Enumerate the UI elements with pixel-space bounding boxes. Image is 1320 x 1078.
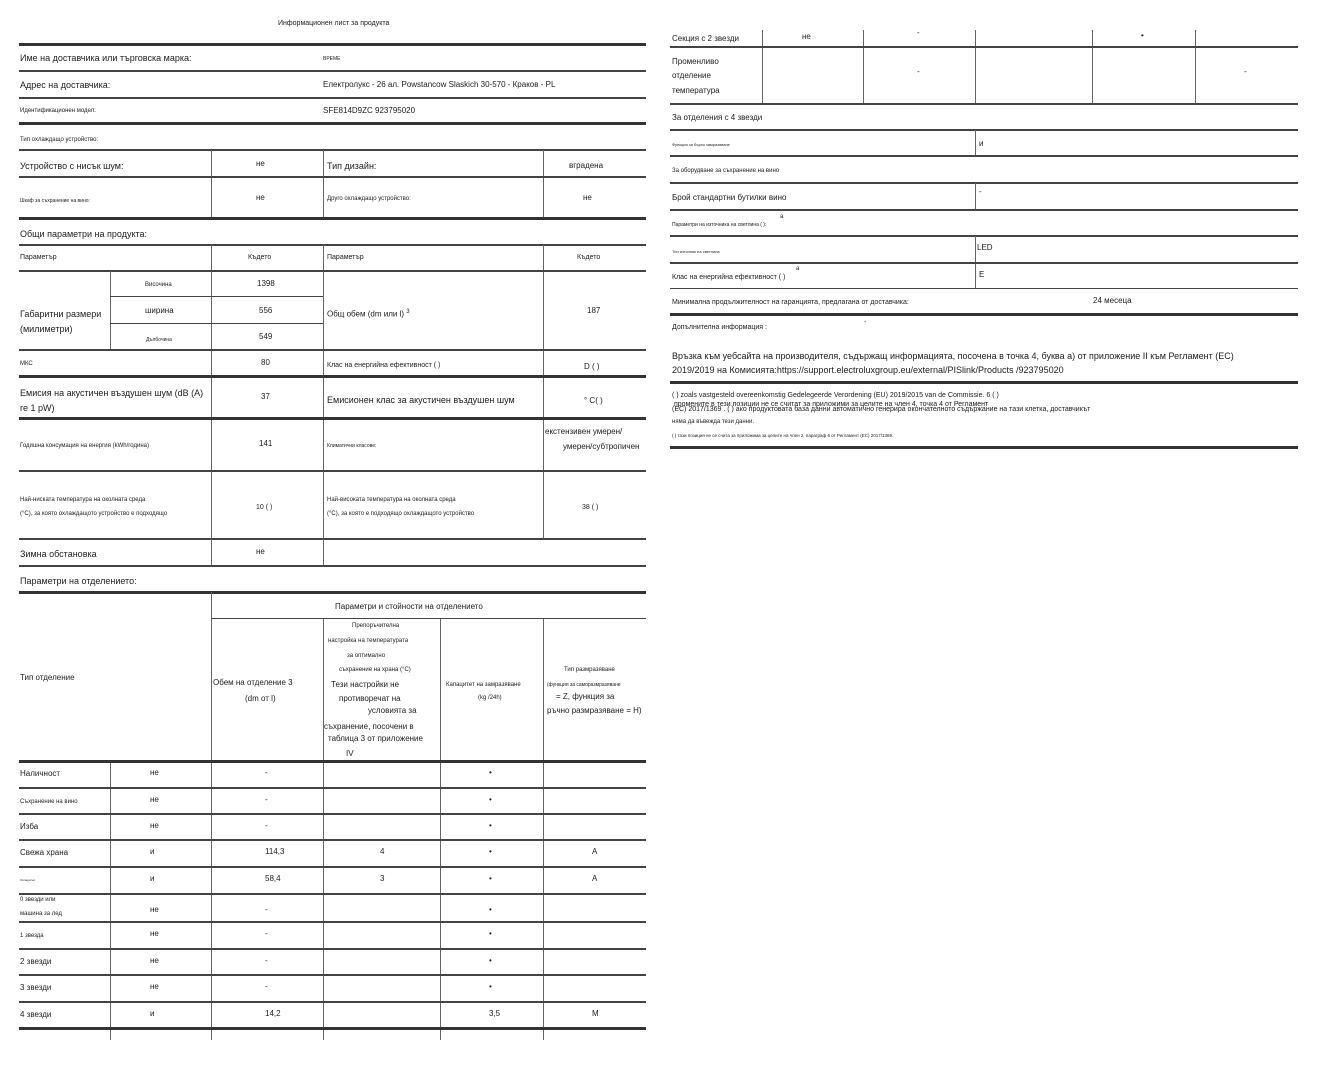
footnote-5: ( ) тази позиция не се счита за приложима за целите на член 2, параграф 6 от Регламент (ЕС) 2017/1369.	[672, 433, 894, 438]
noise-class-value: ° C( )	[584, 396, 603, 405]
compartment-freeze: •	[489, 847, 492, 856]
compartment-present: не	[150, 929, 159, 938]
other-appliance-value: не	[583, 193, 592, 202]
divider	[19, 893, 646, 895]
column-line	[762, 30, 763, 104]
manufacturer-link-line-2[interactable]: 2019/2019 на Комисията:https://support.electroluxgroup.eu/external/PISlink/Products /923795020	[672, 365, 1064, 375]
compartment-defrost: A	[592, 874, 598, 883]
compartment-present: не	[150, 795, 159, 804]
light-source-title: Параметри на източника на светлина ( ):	[672, 222, 767, 228]
divider	[670, 46, 1298, 48]
compartment-present: не	[150, 821, 159, 830]
volume-header-2: (dm от l)	[245, 694, 276, 703]
divider	[110, 296, 323, 297]
divider	[670, 381, 1298, 384]
total-volume-label: Общ обем (dm или l) $^3$	[327, 309, 410, 319]
column-line	[323, 539, 324, 566]
column-line	[543, 245, 544, 538]
variable-temp-defrost: -	[1244, 67, 1247, 76]
divider	[670, 129, 1298, 131]
compartment-defrost: M	[592, 1009, 599, 1018]
divider	[19, 591, 646, 594]
compartment-volume: -	[265, 956, 268, 965]
divider	[19, 1027, 646, 1030]
column-line	[110, 760, 111, 1040]
noise-class-label: Емисионен клас за акустичен въздушен шум	[327, 395, 515, 405]
min-temp-value: 10 ( )	[256, 504, 273, 511]
supplier-value: ВРЕМЕ	[323, 56, 341, 62]
temp-header-line: настройка на температурата	[328, 638, 409, 644]
max-temp-label-2: (°C), за която е подходящо охлаждащото устройство	[327, 511, 475, 517]
supplier-label: Име на доставчика или търговска марка:	[20, 53, 192, 63]
section-2star-present: не	[802, 32, 811, 41]
low-noise-label: Устройство с нисък шум:	[20, 161, 124, 171]
model-label: Идентификационен модел:	[20, 108, 96, 114]
fast-freeze-value: и	[979, 139, 984, 148]
compartment-freeze: •	[489, 982, 492, 991]
compartment-type-header: Тип отделение	[20, 673, 75, 682]
compartment-volume: -	[265, 905, 268, 914]
temp-header-line: Препоръчителна	[352, 623, 400, 629]
compartment-freeze: •	[489, 768, 492, 777]
compartment-params-title: Параметри на отделението:	[20, 576, 137, 586]
column-line	[975, 30, 976, 104]
column-line	[1195, 30, 1196, 104]
climate-value-2: умерен/субтропичен	[563, 442, 640, 451]
noise-value: 37	[261, 392, 270, 401]
divider	[670, 155, 1298, 157]
column-line	[211, 245, 212, 538]
temp-header-line: таблица 3 от приложение	[328, 734, 423, 743]
design-label: Тип дизайн:	[327, 161, 377, 171]
footnote-1: ( ) zoals vastgesteld overeenkomstig Gedelegeerde Verordening (EU) 2019/2015 van de Commissie. 6 ( )	[672, 392, 999, 399]
divider	[670, 313, 1298, 316]
temp-header-line: условията за	[368, 706, 417, 715]
divider	[19, 974, 646, 976]
column-line	[543, 150, 544, 218]
consumption-value: 141	[259, 439, 273, 448]
divider	[19, 349, 646, 351]
temp-header-line: Тези настройки не	[331, 680, 400, 689]
divider	[670, 262, 1298, 264]
temp-header-line: противоречат на	[339, 694, 401, 703]
compartment-defrost: A	[592, 847, 598, 856]
compartment-group-header: Параметри и стойности на отделението	[335, 602, 483, 611]
width-value: 556	[259, 306, 273, 315]
compartment-freeze: •	[489, 929, 492, 938]
compartment-name: Съхранение на вино	[20, 799, 78, 805]
column-line	[975, 183, 976, 209]
column-line	[211, 150, 212, 218]
compartment-name: Свежа храна	[20, 848, 69, 857]
winter-label: Зимна обстановка	[20, 549, 97, 559]
defrost-header-line: = Z, функция за	[556, 692, 615, 701]
defrost-header-line: ръчно размразяване = H)	[547, 706, 642, 715]
wine-bottles-label: Брой стандартни бутилки вино	[672, 193, 787, 202]
volume-header-1: Обем на отделение 3	[213, 678, 293, 687]
compartment-freeze: •	[489, 795, 492, 804]
variable-temp-volume: -	[917, 67, 920, 76]
column-line	[1092, 30, 1093, 104]
noise-label: Емисия на акустичен въздушен шум (dB (A) re 1 pW)	[20, 388, 204, 413]
energy-class-label: Клас на енергийна ефективност ( )	[327, 362, 441, 369]
compartment-volume: -	[265, 929, 268, 938]
four-star-title: За отделения с 4 звезди	[672, 113, 763, 122]
compartment-name: 1 звезда	[20, 933, 44, 939]
divider	[19, 70, 646, 72]
depth-value: 549	[259, 332, 273, 341]
divider	[19, 948, 646, 950]
total-volume-value: 187	[587, 306, 601, 315]
light-class-label: Клас на енергийна ефективност ( )	[672, 274, 786, 281]
light-type-label: Тип източник на светлина	[672, 249, 720, 254]
compartment-name: Охладител	[20, 878, 36, 882]
compartment-volume: -	[265, 795, 268, 804]
divider	[670, 446, 1298, 449]
divider	[19, 97, 646, 99]
divider	[670, 288, 1298, 289]
compartment-volume: -	[265, 768, 268, 777]
divider	[19, 839, 646, 841]
compartment-name: 3 звезди	[20, 983, 52, 992]
divider	[19, 176, 646, 178]
defrost-header-line: Тип размразяване	[564, 667, 615, 673]
column-line	[543, 619, 544, 1040]
footnote-4: няма да въвежда тези данни.	[672, 419, 754, 425]
divider	[19, 866, 646, 868]
compartment-name: Изба	[20, 822, 39, 831]
warranty-value: 24 месеца	[1093, 296, 1132, 305]
freeze-header-1: Капацитет на замразяване	[446, 682, 521, 688]
compartment-temp: 3	[380, 874, 385, 883]
footnote-3: (ЕС) 2017/1369 . ( ) ако продуктовата база данни автоматично генерира окончателното съдържание на тази клетка, доставчикът	[672, 406, 1091, 413]
address-label: Адрес на доставчика:	[20, 80, 111, 90]
light-type-value: LED	[977, 243, 993, 252]
column-line	[323, 619, 324, 1040]
compartment-name: 2 звезди	[20, 957, 52, 966]
column-line	[975, 130, 976, 156]
fast-freeze-label: Функция за бързо замразяване	[672, 142, 730, 147]
section-2star-name: Секция с 2 звезди	[672, 34, 739, 43]
freeze-header-2: (kg /24h)	[478, 695, 502, 701]
energy-class-value: D ( )	[584, 362, 600, 371]
min-temp-label-2: (°C), за която охлаждащото устройство е подходящо	[20, 511, 168, 517]
divider	[19, 122, 646, 125]
compartment-present: не	[150, 905, 159, 914]
document-title: Информационен лист за продукта	[278, 20, 390, 27]
divider	[19, 538, 646, 540]
wine-cabinet-value: не	[256, 193, 265, 202]
wine-cabinet-label: Шкаф за съхранение на вино:	[20, 198, 90, 204]
compartment-name: 4 звезди	[20, 1010, 52, 1019]
additional-info-label: Допълнителна информация :	[672, 324, 767, 331]
divider	[19, 565, 646, 567]
compartment-name: машина за лед	[20, 911, 62, 917]
additional-info-value: -	[864, 319, 867, 326]
light-class-sup: a	[796, 266, 800, 272]
column-line	[323, 245, 324, 538]
divider	[110, 323, 323, 324]
section-2star-volume: -	[917, 28, 920, 37]
column-line	[211, 539, 212, 566]
divider	[19, 760, 646, 763]
header-value-2: Където	[577, 254, 601, 261]
compartment-present: не	[150, 768, 159, 777]
light-class-value: E	[979, 270, 985, 279]
temp-header-line: IV	[346, 749, 354, 758]
compartment-freeze: •	[489, 874, 492, 883]
column-line	[440, 619, 441, 1040]
divider	[19, 417, 646, 420]
compartment-volume: 114,3	[265, 847, 285, 856]
header-value: Където	[248, 254, 272, 261]
temp-header-line: за оптимално	[347, 653, 386, 659]
compartment-freeze: •	[489, 956, 492, 965]
model-value: SFE814D9ZC 923795020	[323, 106, 416, 115]
temp-header-line: съхранение, посочени в	[324, 722, 414, 731]
max-temp-label-1: Най-високата температура на околната среда	[327, 497, 456, 503]
light-title-sup: a	[780, 214, 784, 220]
consumption-label: Годишна консумация на енергия (kWh/година)	[20, 443, 150, 449]
divider	[19, 149, 646, 151]
climate-label: Климатични класове:	[327, 443, 377, 449]
compartment-volume: -	[265, 982, 268, 991]
dimensions-label: Габаритни размери (милиметри)	[20, 309, 102, 334]
column-line	[323, 150, 324, 218]
divider	[19, 787, 646, 789]
other-appliance-label: Друго охлаждащо устройство:	[327, 196, 411, 202]
address-value: Електролукс - 26 ал. Powstancow Slaskich 30-570 - Краков - PL	[323, 80, 556, 89]
compartment-name: Наличност	[20, 769, 61, 778]
divider	[670, 209, 1298, 211]
divider	[670, 182, 1298, 184]
low-noise-value: не	[256, 159, 265, 168]
footnote-2: промените в тези позиции не се считат за приложими за целите на член 4, точка 4 от Регламент	[674, 401, 989, 408]
type-label: Тип охлаждащо устройство:	[20, 137, 99, 143]
design-value: вградена	[569, 161, 604, 170]
divider	[670, 235, 1298, 237]
divider	[19, 375, 646, 378]
compartment-present: не	[150, 982, 159, 991]
width-label: ширина	[145, 306, 174, 315]
section-2star-freeze: •	[1141, 31, 1144, 40]
divider	[19, 217, 646, 220]
eei-label: МКС	[20, 361, 33, 367]
compartment-temp: 4	[380, 847, 385, 856]
divider	[19, 921, 646, 923]
variable-temp-name-2: отделение	[672, 71, 711, 80]
compartment-present: и	[150, 847, 155, 856]
divider	[19, 244, 646, 246]
variable-temp-name-1: Променливо	[672, 57, 719, 66]
wine-equipment-title: За оборудване за съхранение на вино	[672, 168, 780, 174]
height-value: 1398	[257, 279, 275, 288]
compartment-freeze: •	[489, 821, 492, 830]
compartment-present: и	[150, 1009, 155, 1018]
height-label: Височина	[145, 282, 172, 288]
compartment-freeze: •	[489, 905, 492, 914]
warranty-label: Минимална продължителност на гаранцията, предлагана от доставчика:	[672, 299, 909, 306]
compartment-volume: 14,2	[265, 1009, 281, 1018]
divider	[211, 618, 646, 619]
divider	[19, 470, 646, 472]
min-temp-label-1: Най-ниската температура на околната среда	[20, 497, 146, 503]
winter-value: не	[256, 547, 265, 556]
eei-value: 80	[261, 358, 270, 367]
divider	[19, 1001, 646, 1003]
compartment-name: 0 звезди или	[20, 897, 56, 903]
header-parameter-2: Параметър	[327, 254, 364, 261]
compartment-volume: -	[265, 821, 268, 830]
variable-temp-name-3: температура	[672, 86, 720, 95]
compartment-present: и	[150, 874, 155, 883]
wine-bottles-value: -	[979, 187, 982, 196]
column-line	[863, 30, 864, 104]
max-temp-value: 38 ( )	[582, 504, 599, 511]
compartment-present: не	[150, 956, 159, 965]
divider	[19, 813, 646, 815]
general-params-title: Общи параметри на продукта:	[20, 229, 148, 239]
compartment-volume: 58,4	[265, 874, 281, 883]
compartment-freeze: 3,5	[489, 1009, 501, 1018]
climate-value-1: екстензивен умерен/	[545, 427, 623, 436]
depth-label: Дълбочина	[146, 337, 172, 343]
header-parameter: Параметър	[20, 254, 57, 261]
column-line	[211, 592, 212, 1040]
divider	[19, 43, 646, 46]
manufacturer-link-line-1[interactable]: Връзка към уебсайта на производителя, съдържащ информацията, посочена в точка 4, буква а) от приложение II към Регламент (ЕС)	[672, 351, 1234, 361]
divider	[670, 103, 1298, 105]
divider	[19, 270, 646, 272]
defrost-header-line: (функция за саморазмразяване	[547, 682, 621, 688]
temp-header-line: съхранение на храна (°C)	[339, 667, 411, 673]
